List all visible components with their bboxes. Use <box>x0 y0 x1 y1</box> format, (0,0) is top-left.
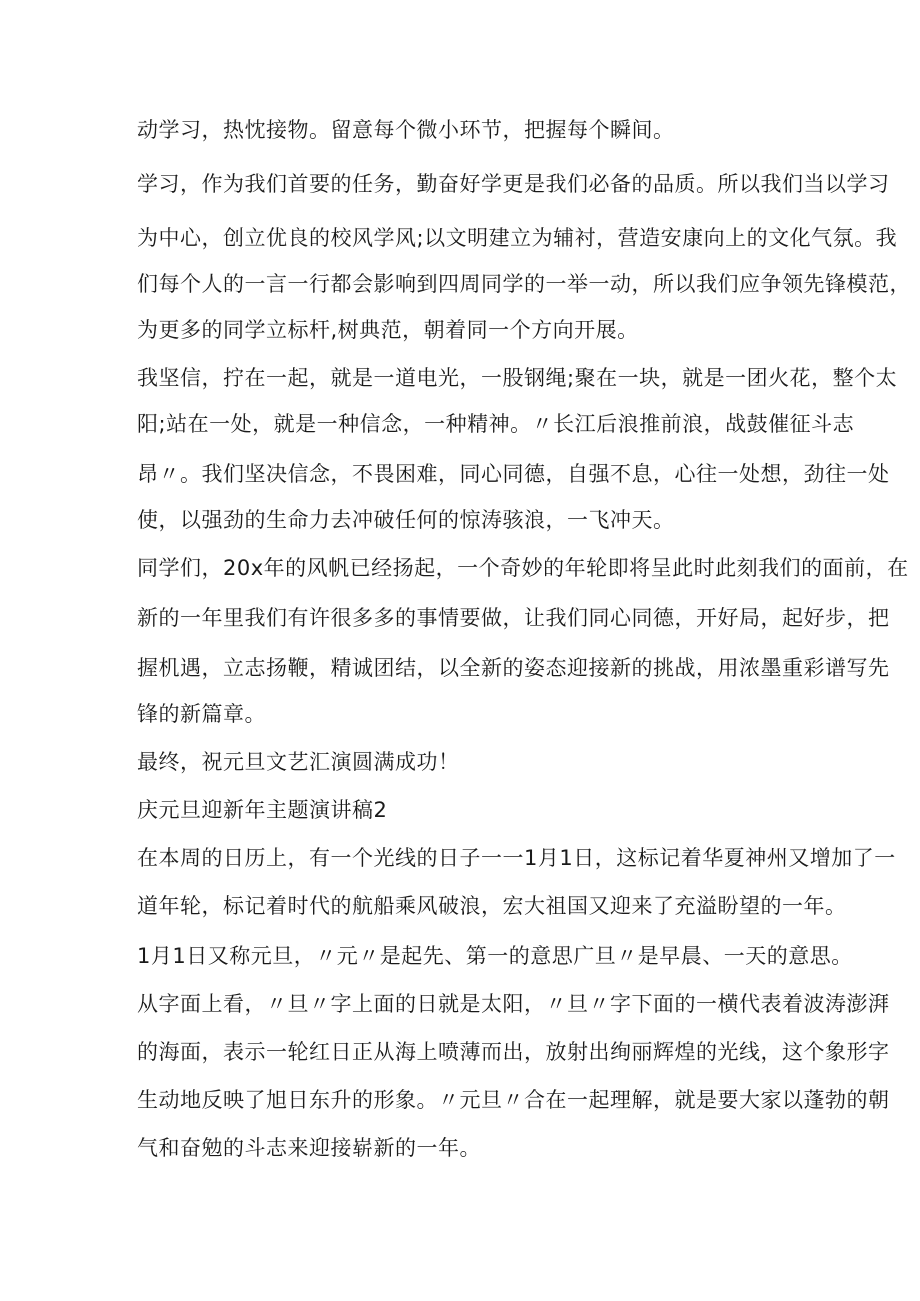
text-line: 动学习，热忱接物。留意每个微小环节，把握每个瞬间。 <box>137 118 675 142</box>
text-line: 道年轮，标记着时代的航船乘风破浪，宏大祖国又迎来了充溢盼望的一年。 <box>137 894 847 918</box>
text-line: 学习，作为我们首要的任务，勤奋好学更是我们必备的品质。所以我们当以学习 <box>137 172 890 196</box>
text-line: 锋的新篇章。 <box>137 702 266 726</box>
text-line: 新的一年里我们有许很多多的事情要做，让我们同心同德，开好局，起好步，把 <box>137 606 890 630</box>
text-line: 我坚信，拧在一起，就是一道电光，一股钢绳;聚在一块，就是一团火花，整个太 <box>137 366 898 390</box>
text-line: 1月1日又称元旦，〃元〃是起先、第一的意思广旦〃是早晨、一天的意思。 <box>137 944 853 968</box>
text-line: 从字面上看，〃旦〃字上面的日就是太阳，〃旦〃字下面的一横代表着波涛澎湃 <box>137 992 890 1016</box>
text-line: 同学们，20x年的风帆已经扬起，一个奇妙的年轮即将呈此时此刻我们的面前，在 <box>137 556 909 580</box>
text-line: 的海面，表示一轮红日正从海上喷薄而出，放射出绚丽辉煌的光线，这个象形字 <box>137 1040 890 1064</box>
text-line: 使，以强劲的生命力去冲破任何的惊涛骇浪，一飞冲天。 <box>137 508 675 532</box>
text-line: 们每个人的一言一行都会影响到四周同学的一举一动，所以我们应争领先锋模范， <box>137 272 911 296</box>
text-line: 在本周的日历上，有一个光线的日子一一1月1日，这标记着华夏神州又增加了一 <box>137 846 896 870</box>
text-line: 阳;站在一处，就是一种信念，一种精神。〃长江后浪推前浪，战鼓催征斗志 <box>137 412 855 436</box>
text-line: 昂〃。我们坚决信念，不畏困难，同心同德，自强不息，心往一处想，劲往一处 <box>137 462 890 486</box>
text-line: 气和奋勉的斗志来迎接崭新的一年。 <box>137 1136 481 1160</box>
text-line: 生动地反映了旭日东升的形象。〃元旦〃合在一起理解，就是要大家以蓬勃的朝 <box>137 1088 890 1112</box>
section-heading: 庆元旦迎新年主题演讲稿2 <box>137 798 388 822</box>
text-line: 最终，祝元旦文艺汇演圆满成功！ <box>137 750 460 774</box>
text-line: 握机遇，立志扬鞭，精诚团结，以全新的姿态迎接新的挑战，用浓墨重彩谱写先 <box>137 656 890 680</box>
text-line: 为更多的同学立标杆,树典范，朝着同一个方向开展。 <box>137 318 639 342</box>
text-line: 为中心，创立优良的校风学风;以文明建立为辅衬，营造安康向上的文化气氛。我 <box>137 226 898 250</box>
